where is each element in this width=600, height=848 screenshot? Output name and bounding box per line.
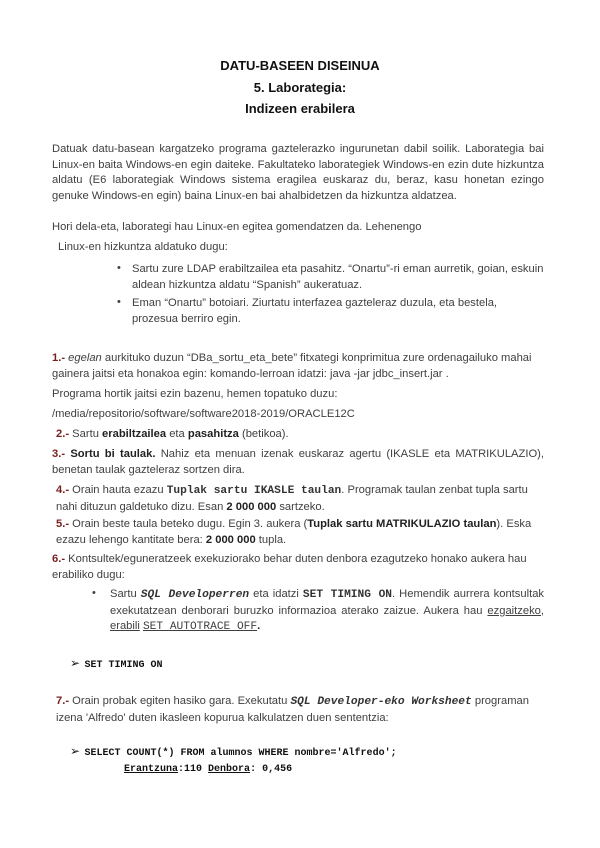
step-6	[52, 552, 544, 583]
step-2-password: pasahitza	[187, 428, 239, 440]
doc-title: DATU-BASEEN DISEINUA	[220, 58, 380, 73]
intro-language: Linux-en hizkuntza aldatuko dugu:	[58, 241, 228, 253]
bullet-icon: •	[117, 296, 121, 308]
step-2-text: eta	[169, 428, 185, 440]
step-number: 5.-	[56, 518, 70, 530]
step-1-path: /media/repositorio/software/software2018-2019/ORACLE12C	[52, 408, 355, 420]
intro-bullet-1: Sartu zure LDAP erabiltzailea eta pasahitz. “Onartu”-ri eman aurretik, goian, eskuin aldean hizkuntza aldatu “Spanish” aukeratuaz.	[132, 263, 544, 291]
step-5-text: Orain beste taula beteko dugu. Egin 3. aukera (	[72, 518, 308, 530]
step-2	[56, 427, 544, 443]
step-1	[52, 351, 544, 382]
step-number: 4.-	[56, 484, 70, 496]
intro-recommendation: Hori dela-eta, laborategi hau Linux-en egitea gomendatzen da. Lehenengo	[52, 221, 422, 233]
step-3-text: Nahiz eta menuan izenak euskaraz agertu (IKASLE eta MATRIKULAZIO), benetan taulak gazteleraz sortzen dira.	[52, 448, 544, 476]
sql-developer-worksheet: SQL Developer-eko Worksheet	[290, 696, 472, 708]
arrow-bullet-icon: ➢	[70, 744, 81, 758]
result-answer-value: :110	[178, 764, 203, 775]
step-4-count: 2 000 000	[226, 500, 277, 513]
step-7	[56, 694, 544, 726]
step-5-count: 2 000 000	[205, 533, 256, 546]
step-number: 2.-	[56, 428, 70, 440]
step-2-text: Sartu	[72, 428, 99, 440]
arrow-bullet-icon: ➢	[70, 656, 81, 670]
result-time-value: : 0,456	[250, 764, 293, 775]
egela-link-text: egelan	[68, 352, 102, 364]
step-5-menu-option: Tuplak sartu MATRIKULAZIO taulan	[307, 518, 497, 530]
step-number: 7.-	[56, 695, 70, 707]
step-2-text: (betikoa).	[241, 428, 289, 440]
step-1-text: aurkituko duzun “DBa_sortu_eta_bete” fitxategi konprimitua zure ordenagailuko mahai gainera jaitsi eta honakoa egin: komando-lerroan idatzi: java -jar jdbc_insert.jar .	[52, 352, 532, 380]
bullet-icon: •	[117, 262, 121, 274]
step-6-bullet-underline: ezgaitzeko, erabili	[110, 604, 545, 632]
step-1-alt: Programa hortik jaitsi ezin bazenu, hemen topatuko duzu:	[52, 388, 338, 400]
step-number: 1.-	[52, 352, 66, 364]
code-set-timing: SET TIMING ON	[84, 660, 163, 671]
bullet-icon: •	[92, 587, 96, 599]
step-4	[56, 483, 544, 515]
intro-paragraph: Datuak datu-basean kargatzeko programa gaztelerazko ingurunetan dabil soilik. Laborategia bai Linux-en baita Windows-en egin daiteke. Fakultateko laborategiek Windows-en ezin dute hizkuntza aldatu (E6 laborategiak Windows sistema eragilea euskaraz du, beraz, kasu honetan ezingo genuke Windows-en egin) baina Linux-en bai ahalbidetzen da hizkuntza aldatzea.	[52, 143, 544, 202]
step-4-text: . Programak taulan zenbat tupla sartu nahi dituzun galdetuko dizu. Esan	[56, 484, 528, 513]
set-timing-command: SET TIMING ON	[302, 589, 393, 601]
code-line-2	[70, 742, 397, 760]
code-line-1	[70, 654, 163, 672]
step-7-text: Orain probak egiten hasiko gara. Exekutatu	[72, 695, 288, 707]
code-select-count: SELECT COUNT(*) FROM alumnos WHERE nombre='Alfredo';	[84, 748, 397, 759]
step-5-text: tupla.	[258, 533, 287, 546]
step-5-text: ). Eska ezazu lehengo kantitate bera:	[56, 518, 532, 546]
step-6-bullet	[110, 587, 544, 636]
step-6-text: Kontsultek/eguneratzeek exekuziorako behar duten denbora ezagutzeko honako aukera hau erabiliko dugu:	[52, 553, 527, 581]
doc-subtitle: 5. Laborategia:	[253, 80, 347, 95]
step-6-bullet-text: .	[257, 620, 261, 632]
step-5	[56, 517, 544, 548]
result-line	[124, 764, 292, 775]
doc-topic: Indizeen erabilera	[245, 101, 355, 116]
result-answer-label: Erantzuna	[124, 764, 179, 775]
step-3-title: Sortu bi taulak.	[70, 448, 156, 460]
step-2-user: erabiltzailea	[102, 428, 167, 440]
step-number: 3.-	[52, 448, 66, 460]
step-number: 6.-	[52, 553, 66, 565]
result-time-label: Denbora	[208, 764, 251, 775]
step-6-bullet-text: Sartu	[110, 588, 137, 600]
step-4-menu-option: Tuplak sartu IKASLE taulan	[166, 485, 342, 497]
intro-bullet-2: Eman “Onartu” botoiari. Ziurtatu interfazea gazteleraz duzula, eta bestela, prozesua berriro egin.	[132, 297, 498, 325]
step-3	[52, 447, 544, 478]
step-4-text: Orain hauta ezazu	[72, 484, 164, 496]
step-7-text: programan izena 'Alfredo' duten ikasleen kopurua kalkulatzen duen sententzia:	[56, 695, 529, 724]
set-autotrace-command: SET AUTOTRACE OFF	[142, 621, 258, 633]
sql-developer-name: SQL Developerren	[140, 589, 250, 601]
step-4-text: sartzeko.	[279, 500, 325, 513]
step-6-bullet-text: eta idatzi	[253, 588, 299, 600]
step-6-bullet-text: . Hemendik aurrera kontsultak exekutatzean denborari buruzko informazioa aterako zaizue. Aukera hau	[110, 588, 545, 617]
